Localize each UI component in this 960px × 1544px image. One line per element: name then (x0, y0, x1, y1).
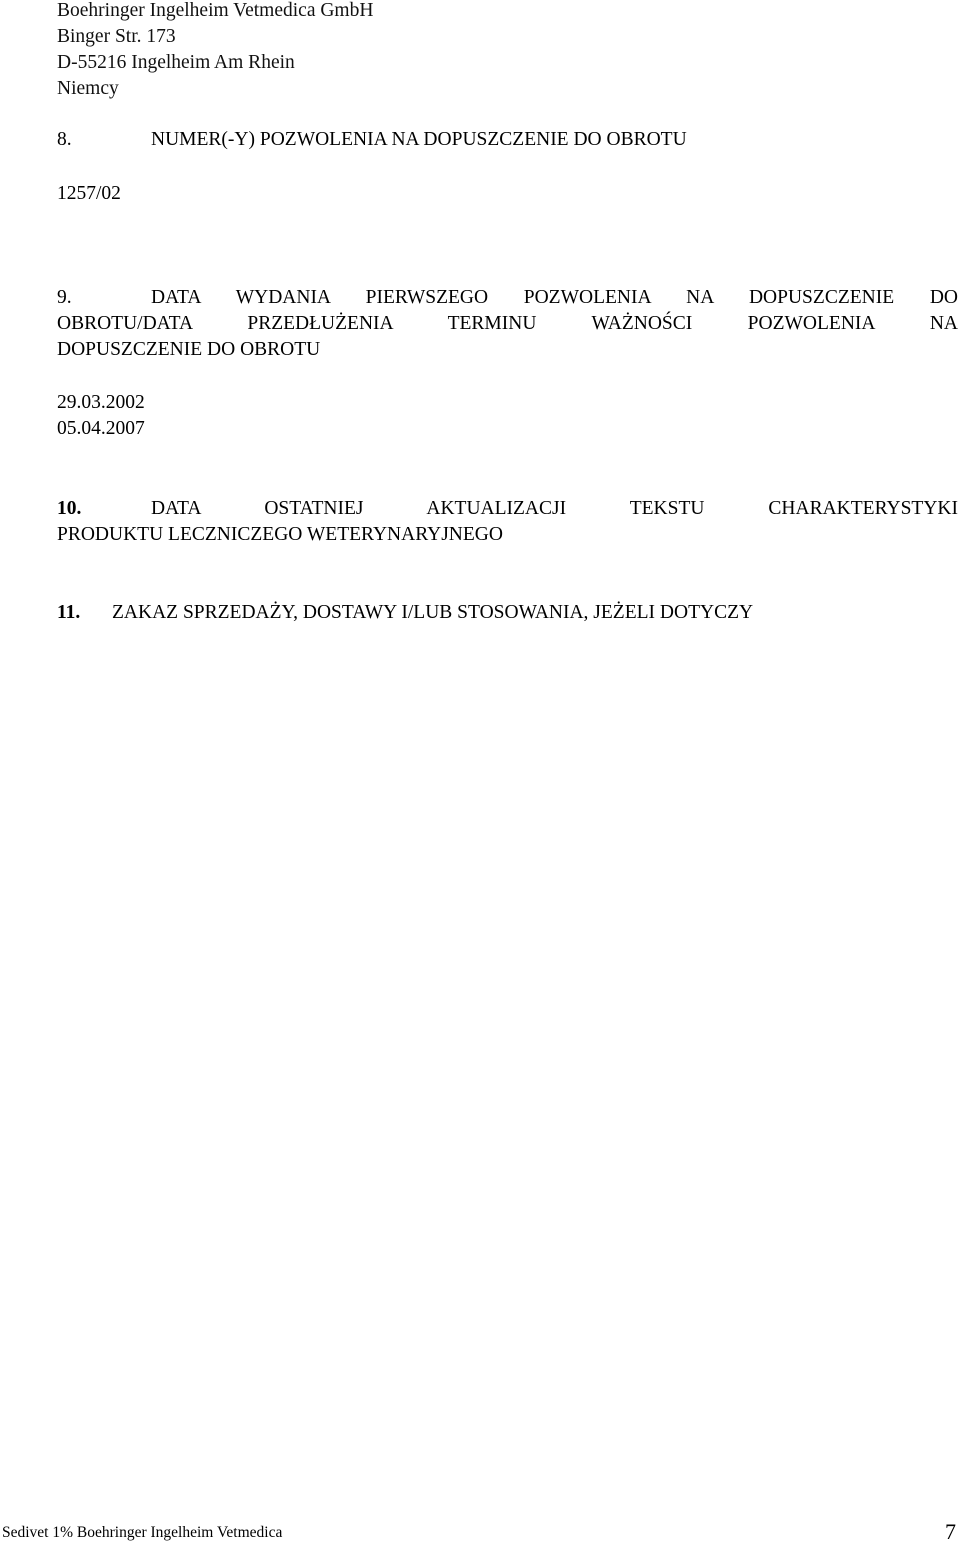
address-street: Binger Str. 173 (57, 26, 176, 47)
section-9-heading (57, 285, 958, 363)
section-11-number: 11. (57, 602, 81, 623)
section-8-value: 1257/02 (57, 183, 121, 204)
section-9-date-2: 05.04.2007 (57, 418, 145, 439)
section-10-title-line-1: DATA OSTATNIEJ AKTUALIZACJI TEKSTU CHARAKTERYSTYKI (151, 498, 958, 519)
section-8-heading (57, 127, 960, 153)
address-country: Niemcy (57, 78, 119, 99)
address-company: Boehringer Ingelheim Vetmedica GmbH (57, 0, 374, 21)
section-10-title-line-2: PRODUKTU LECZNICZEGO WETERYNARYJNEGO (57, 524, 503, 545)
section-9-title-line-2: OBROTU/DATA PRZEDŁUŻENIA TERMINU WAŻNOŚCI POZWOLENIA NA (57, 313, 958, 334)
section-11-heading (57, 600, 960, 626)
section-10-number: 10. (57, 498, 82, 519)
section-9-title-line-3: DOPUSZCZENIE DO OBROTU (57, 339, 321, 360)
section-10-heading (57, 496, 958, 548)
section-8-number: 8. (57, 129, 72, 150)
footer-page-number: 7 (945, 1519, 956, 1544)
section-9-title-line-1: DATA WYDANIA PIERWSZEGO POZWOLENIA NA DOPUSZCZENIE DO (151, 287, 958, 308)
section-11-title: ZAKAZ SPRZEDAŻY, DOSTAWY I/LUB STOSOWANIA, JEŻELI DOTYCZY (112, 602, 754, 623)
section-9-number: 9. (57, 287, 72, 308)
address-city: D-55216 Ingelheim Am Rhein (57, 52, 295, 73)
section-9-date-1: 29.03.2002 (57, 392, 145, 413)
section-8-title: NUMER(-Y) POZWOLENIA NA DOPUSZCZENIE DO OBROTU (151, 129, 687, 150)
footer-product-text: Sedivet 1% Boehringer Ingelheim Vetmedica (2, 1524, 283, 1541)
